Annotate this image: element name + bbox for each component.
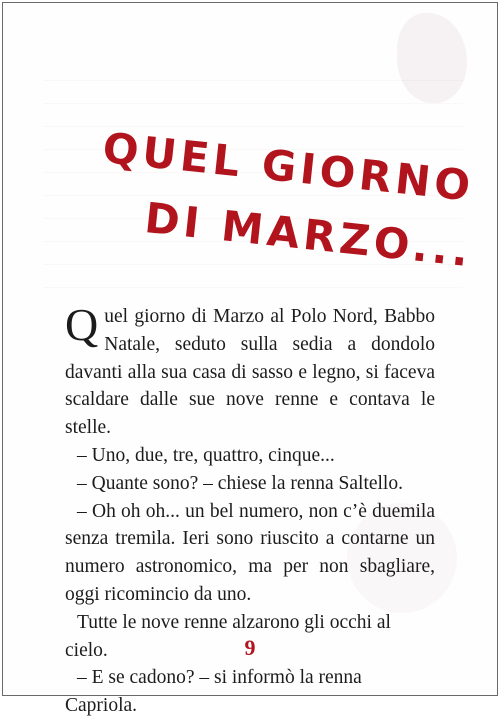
paragraph-1 (65, 299, 435, 442)
paragraph-6: – E se cadono? – si informò la renna Capriola. (65, 667, 362, 717)
paragraph-3: – Quante sono? – chiese la renna Saltello. (77, 472, 403, 494)
chapter-title-line-2: DI MARZO... (142, 193, 475, 277)
paragraph-1-text: uel giorno di Marzo al Polo Nord, Babbo Natale, seduto sulla sedia a dondolo davanti alla sua casa di sasso e legno, si faceva scaldare dalle sue nove renne e contava le stelle. (65, 306, 435, 439)
chapter-title-line-1: QUEL GIORNO (100, 123, 477, 211)
paragraph-4: – Oh oh oh... un bel numero, non c’è duemila senza tremila. Ieri sono riuscito a contarne un numero astronomico, ma per non sbagliare, oggi ricomincio da uno. (65, 500, 435, 605)
page-number: 9 (244, 635, 256, 660)
book-page (2, 2, 498, 717)
paragraph-2: – Uno, due, tre, quattro, cinque... (77, 444, 335, 466)
show-through-illustration (397, 13, 467, 103)
paragraph-5: Tutte le nove renne alzarono gli occhi al cielo. (65, 611, 391, 661)
drop-cap: Q (65, 299, 99, 350)
